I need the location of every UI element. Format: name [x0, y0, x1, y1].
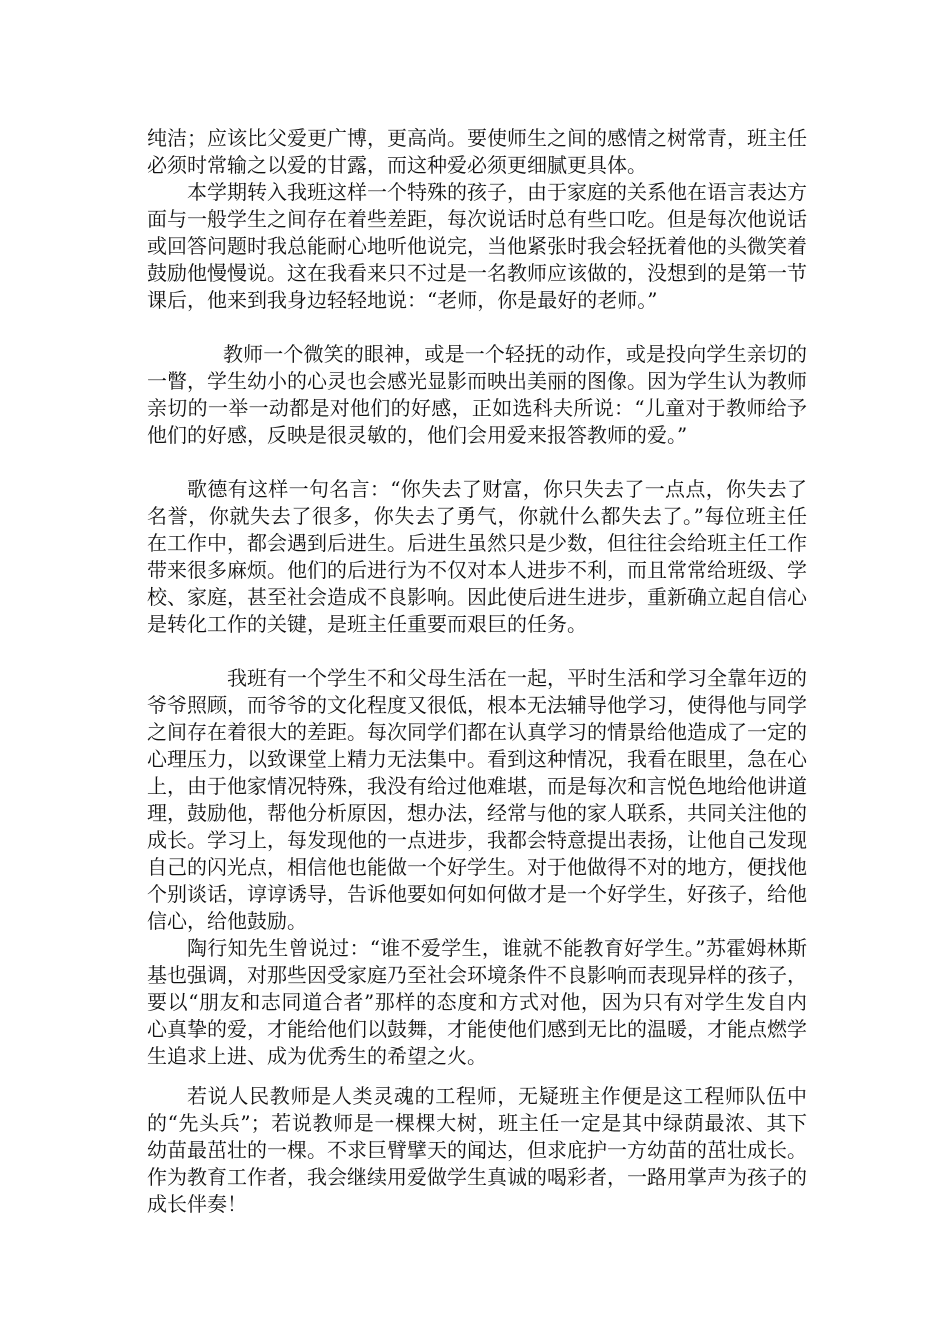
paragraph-7: 若说人民教师是人类灵魂的工程师，无疑班主作便是这工程师队伍中的“先头兵”；若说教师是一棵棵大树，班主任一定是其中绿荫最浓、其下幼苗最茁壮的一棵。不求巨臂擘天的闻达，但求庇护一方幼苗的茁壮成长。作为教育工作者，我会继续用爱做学生真诚的喝彩者，一路用掌声为孩子的成长伴奏！: [147, 1084, 807, 1216]
paragraph-5: 我班有一个学生不和父母生活在一起，平时生活和学习全靠年迈的爷爷照顾，而爷爷的文化程度又很低，根本无法辅导他学习，使得他与同学之间存在着很大的差距。每次同学们都在认真学习的情景给他造成了一定的心理压力，以致课堂上精力无法集中。看到这种情况，我看在眼里，急在心上，由于他家情况特殊，我没有给过他难堪，而是每次和言悦色地给他讲道理，鼓励他，帮他分析原因，想办法，经常与他的家人联系，共同关注他的成长。学习上，每发现他的一点进步，我都会特意提出表扬，让他自己发现自己的闪光点，相信他也能做一个好学生。对于他做得不对的地方，便找他个别谈话，谆谆诱导，告诉他要如何如何做才是一个好学生，好孩子，给他信心，给他鼓励。: [147, 666, 807, 933]
paragraph-4: 歌德有这样一句名言：“你失去了财富，你只失去了一点点，你失去了名誉，你就失去了很多，你失去了勇气，你就什么都失去了。”每位班主任在工作中，都会遇到后进生。后进生虽然只是少数，但往往会给班主任工作带来很多麻烦。他们的后进行为不仅对本人进步不利，而且常常给班级、学校、家庭，甚至社会造成不良影响。因此使后进生进步，重新确立起自信心是转化工作的关键，是班主任重要而艰巨的任务。: [147, 477, 807, 636]
paragraph-1: 纯洁；应该比父爱更广博，更高尚。要使师生之间的感情之树常青，班主任必须时常输之以爱的甘露，而这种爱必须更细腻更具体。: [147, 126, 807, 177]
paragraph-6: 陶行知先生曾说过：“谁不爱学生，谁就不能教育好学生。”苏霍姆林斯基也强调，对那些因受家庭乃至社会环境条件不良影响而表现异样的孩子，要以“朋友和志同道合者”那样的态度和方式对他，因为只有对学生发自内心真挚的爱，才能给他们以鼓舞，才能使他们感到无比的温暖，才能点燃学生追求上进、成为优秀生的希望之火。: [147, 936, 807, 1068]
paragraph-2: 本学期转入我班这样一个特殊的孩子，由于家庭的关系他在语言表达方面与一般学生之间存在着些差距，每次说话时总有些口吃。但是每次他说话或回答问题时我总能耐心地听他说完，当他紧张时我会轻抚着他的头微笑着鼓励他慢慢说。这在我看来只不过是一名教师应该做的，没想到的是第一节课后，他来到我身边轻轻地说：“老师，你是最好的老师。”: [147, 180, 807, 312]
paragraph-3: 教师一个微笑的眼神，或是一个轻抚的动作，或是投向学生亲切的一瞥，学生幼小的心灵也会感光显影而映出美丽的图像。因为学生认为教师亲切的一举一动都是对他们的好感，正如选科夫所说：“儿童对于教师给予他们的好感，反映是很灵敏的，他们会用爱来报答教师的爱。”: [147, 342, 807, 447]
